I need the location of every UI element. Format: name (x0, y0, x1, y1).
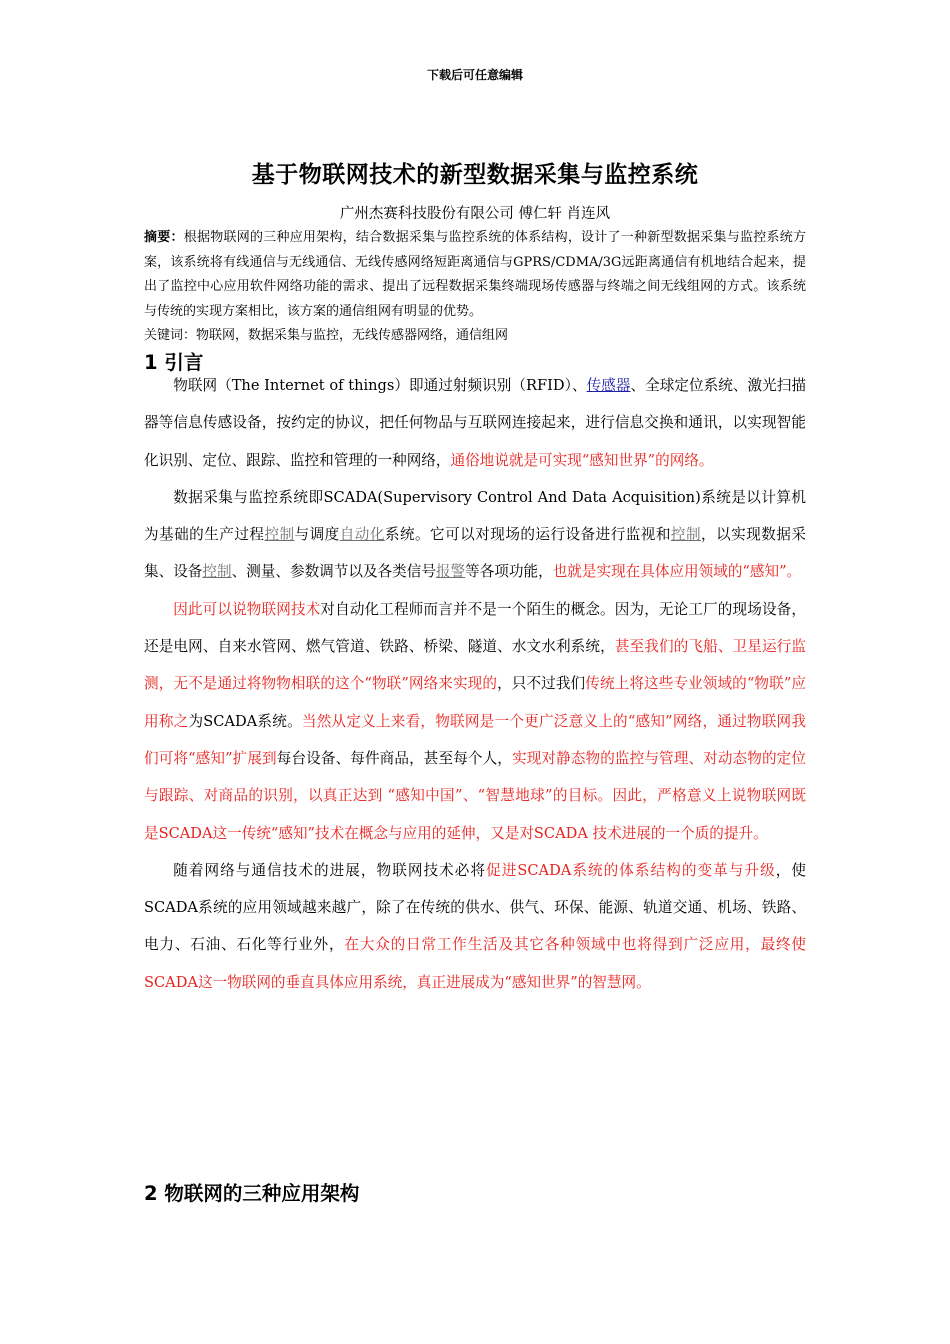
abstract (144, 226, 806, 324)
link-alarm[interactable]: 报警 (435, 563, 466, 581)
link-control-2[interactable]: 控制 (670, 526, 702, 544)
p2-text-c: 系统。它可以对现场的运行设备进行监视和 (384, 526, 671, 544)
p4-highlight-1: 促进SCADA系统的体系结构的变革与升级 (486, 861, 776, 879)
link-sensor[interactable]: 传感器 (586, 377, 631, 394)
p1-highlight: 通俗地说就是可实现“感知世界”的网络。 (450, 451, 714, 469)
authors-line: 广州杰赛科技股份有限公司 傅仁轩 肖连风 (339, 206, 611, 222)
abstract-text: 根据物联网的三种应用架构，结合数据采集与监控系统的体系结构，设计了一种新型数据采集与监控系统方案，该系统将有线通信与无线通信、无线传感网络短距离通信与GPRS/CDMA/3G远距离通信有机地结合起来，提出了监控中心应用软件网络功能的需求、提出了远程数据采集终端现场传感器与终端之间无线组网的方式。该系统与传统的实现方案相比，该方案的通信组网有明显的优势。 (144, 230, 806, 319)
p3-highlight-4: 当然从定义上来看，物联网是一个更广泛意义上的“感知”网络，通过物联网我们可将“感知”扩展到 (144, 712, 806, 767)
p3-text-c: 为SCADA系统。 (188, 712, 302, 730)
p3-text-b: ，只不过我们 (497, 675, 586, 693)
p2-text-d: ，以实现数据采集、设备 (144, 526, 806, 581)
p3-highlight-2: 甚至我们的飞船、卫星运行监测，无不是通过将物物相联的这个“物联”网络来实现的 (144, 638, 806, 693)
p3-highlight-3: 传统上将这些专业领域的“物联”应用称之 (144, 675, 806, 730)
p2-text-e: 、测量、参数调节以及各类信号 (231, 563, 436, 581)
p4-text-b: ，使SCADA系统的应用领域越来越广，除了在传统的供水、供气、环保、能源、轨道交通、机场、铁路、电力、石油、石化等行业外， (144, 861, 806, 954)
p3-text-d: 每台设备、每件商品，甚至每个人， (276, 749, 513, 767)
link-control-3[interactable]: 控制 (202, 563, 232, 581)
p4-highlight-2: 在大众的日常工作生活及其它各种领域中也将得到广泛应用，最终使SCADA这一物联网的垂直具体应用系统，真正进展成为“感知世界”的智慧网。 (144, 936, 806, 991)
p4-text-a: 随着网络与通信技术的进展，物联网技术必将 (173, 861, 487, 879)
p1-text-a: 物联网（The Internet of things）即通过射频识别（RFID）、 (173, 377, 587, 394)
p2-highlight: 也就是实现在具体应用领域的“感知”。 (552, 563, 802, 581)
section-2-heading: 2 物联网的三种应用架构 (144, 1182, 360, 1205)
section-1-heading: 1 引言 (144, 351, 204, 374)
p2-text-b: 与调度 (294, 526, 340, 544)
p2-text-f: 等各项功能， (465, 563, 553, 581)
p1-text-b: 、全球定位系统、激光扫描器等信息传感设备，按约定的协议，把任何物品与互联网连接起来，进行信息交换和通讯，以实现智能化识别、定位、跟踪、监控和管理的一种网络， (144, 377, 806, 469)
paragraph-3 (144, 591, 806, 852)
paragraph-4 (144, 852, 806, 1001)
p3-highlight-5: 实现对静态物的监控与管理、对动态物的定位与跟踪、对商品的识别，以真正达到 “感知中国”、“智慧地球”的目标。因此，严格意义上说物联网既是SCADA这一传统“感知”技术在概念与应用的延伸，又是对SCADA 技术进展的一个质的提升。 (144, 749, 806, 842)
keywords: 关键词：物联网，数据采集与监控，无线传感器网络，通信组网 (144, 328, 509, 343)
link-automation[interactable]: 自动化 (339, 526, 385, 544)
p3-text-a: 对自动化工程师而言并不是一个陌生的概念。因为，无论工厂的现场设备，还是电网、自来水管网、燃气管道、铁路、桥梁、隧道、水文水利系统， (144, 600, 806, 656)
document-title: 基于物联网技术的新型数据采集与监控系统 (251, 162, 699, 188)
link-control-1[interactable]: 控制 (264, 526, 295, 544)
abstract-label: 摘要： (144, 230, 184, 245)
section-1-body (144, 367, 806, 1001)
paragraph-1 (144, 367, 806, 479)
header-note: 下载后可任意编辑 (426, 68, 523, 82)
paragraph-2 (144, 479, 806, 591)
p2-text-a: 数据采集与监控系统即SCADA(Supervisory Control And Data Acquisition)系统是以计算机为基础的生产过程 (144, 488, 806, 544)
p3-highlight-1: 因此可以说物联网技术 (173, 600, 321, 618)
